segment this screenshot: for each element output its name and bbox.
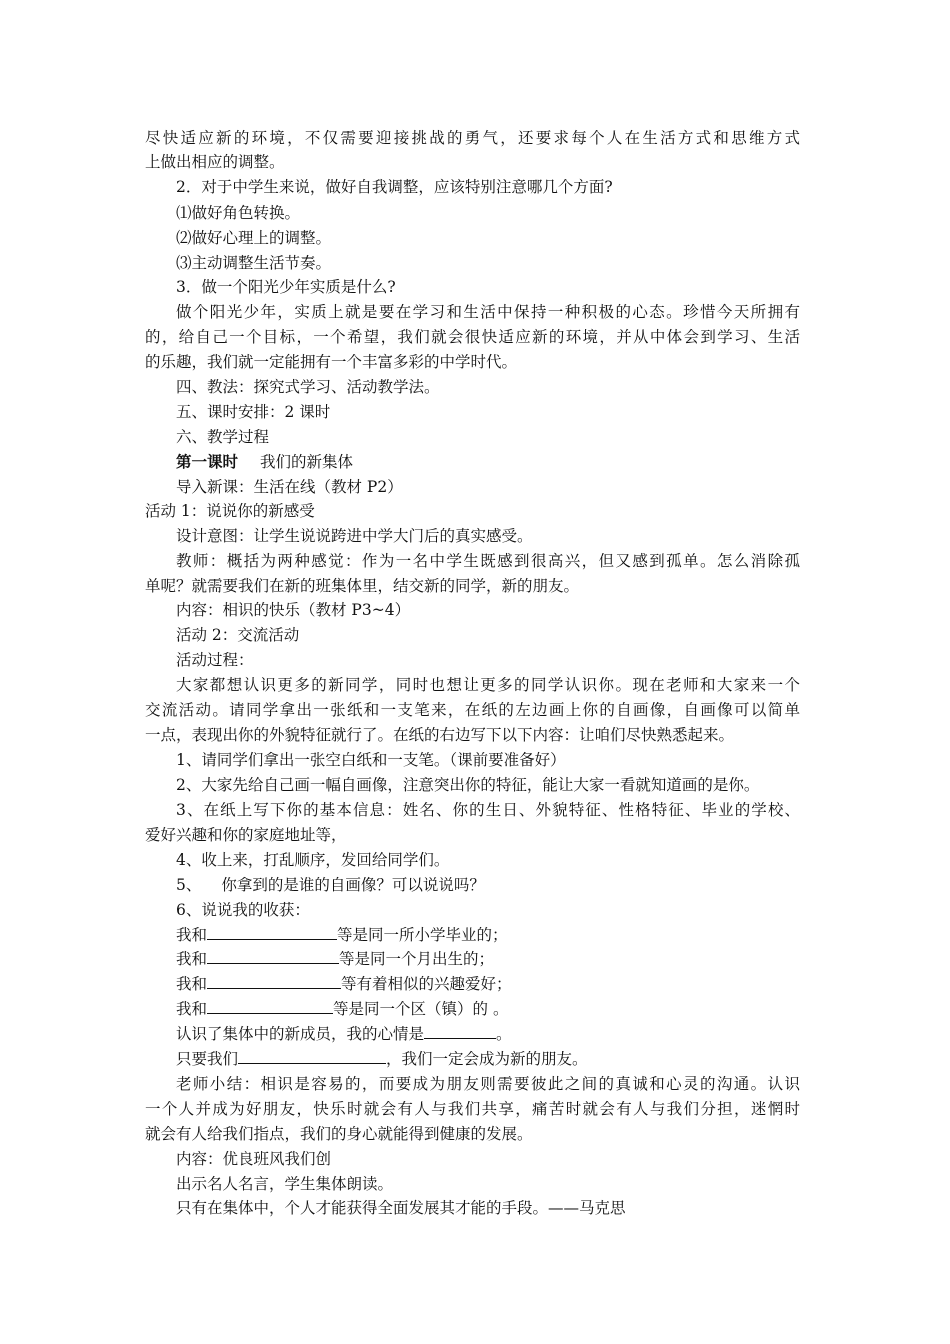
lesson1-name: 我们的新集体 [260,453,354,471]
step5: 5、 你拿到的是谁的自画像？可以说说吗？ [176,876,485,894]
section-5: 五、课时安排：2 课时 [176,403,331,421]
blank [207,949,339,964]
lesson1-label: 第一课时 [176,452,239,471]
q2-item1: ⑴做好角色转换。 [176,204,301,222]
step3-line2: 爱好兴趣和你的家庭地址等， [145,826,347,844]
teacher-line1: 教师：概括为两种感觉：作为一名中学生既感到很高兴，但又感到孤单。怎么消除孤 [176,552,800,570]
fill-line6: 只要我们 ，我们一定会成为新的朋友。 [176,1050,588,1068]
blank [207,925,337,940]
blank [238,1049,386,1064]
blank [207,999,333,1014]
summary-line3: 就会有人给我们指点，我们的身心就能得到健康的发展。 [145,1125,533,1143]
fill-line5: 认识了集体中的新成员，我的心情是 。 [176,1025,512,1043]
summary-line1: 老师小结：相识是容易的，而要成为朋友则需要彼此之间的真诚和心灵的沟通。认识 [176,1075,800,1093]
summary-line2: 一个人并成为好朋友，快乐时就会有人与我们共享，痛苦时就会有人与我们分担，迷惘时 [145,1100,800,1118]
activity2: 活动 2：交流活动 [176,626,300,644]
exchange-line1: 大家都想认识更多的新同学，同时也想让更多的同学认识你。现在老师和大家来一个 [176,676,800,694]
activity-process: 活动过程： [176,651,254,669]
quote: 只有在集体中，个人才能获得全面发展其才能的手段。——马克思 [176,1199,626,1217]
lesson1-title [176,452,353,472]
fill-line2: 我和 等是同一个月出生的； [176,950,495,968]
p1-line1: 尽快适应新的环境，不仅需要迎接挑战的勇气，还要求每个人在生活方式和思维方式 [145,129,800,147]
teacher-line2: 单呢？就需要我们在新的班集体里，结交新的同学，新的朋友。 [145,577,580,595]
q2-item2: ⑵做好心理上的调整。 [176,229,332,247]
q2-item3: ⑶主动调整生活节奏。 [176,254,332,272]
step4: 4、收上来，打乱顺序，发回给同学们。 [176,851,450,869]
activity1: 活动 1：说说你的新感受 [145,502,315,520]
content2: 内容：优良班风我们创 [176,1150,332,1168]
design-intent: 设计意图：让学生说说跨进中学大门后的真实感受。 [176,527,533,545]
p1-line2: 上做出相应的调整。 [145,153,285,171]
blank [424,1024,496,1039]
section-4: 四、教法：探究式学习、活动教学法。 [176,378,440,396]
fill-line4: 我和 等是同一个区（镇）的 。 [176,1000,509,1018]
blank [207,974,341,989]
fill-line1: 我和 等是同一所小学毕业的； [176,926,508,944]
exchange-line3: 一点，表现出你的外貌特征就行了。在纸的右边写下以下内容：让咱们尽快熟悉起来。 [145,726,735,744]
exchange-line2: 交流活动。请同学拿出一张纸和一支笔来，在纸的左边画上你的自画像，自画像可以简单 [145,701,800,719]
q3-answer-line1: 做个阳光少年，实质上就是要在学习和生活中保持一种积极的心态。珍惜今天所拥有 [176,303,800,321]
q2-heading: 2．对于中学生来说，做好自我调整，应该特别注意哪几个方面? [176,178,613,196]
step3-line1: 3、在纸上写下你的基本信息：姓名、你的生日、外貌特征、性格特征、毕业的学校、 [176,801,800,819]
step6: 6、说说我的收获： [176,901,310,919]
q3-answer-line3: 的乐趣，我们就一定能拥有一个丰富多彩的中学时代。 [145,353,518,371]
step2: 2、大家先给自己画一幅自画像，注意突出你的特征，能让大家一看就知道画的是你。 [176,776,760,794]
q3-heading: 3．做一个阳光少年实质是什么? [176,278,396,296]
quote-intro: 出示名人名言，学生集体朗读。 [176,1175,394,1193]
section-6: 六、教学过程 [176,428,270,446]
q3-answer-line2: 的，给自己一个目标，一个希望，我们就会很快适应新的环境，并从中体会到学习、生活 [145,328,800,346]
content1: 内容：相识的快乐（教材 P3~4） [176,601,411,619]
fill-line3: 我和 等有着相似的兴趣爱好； [176,975,512,993]
step1: 1、请同学们拿出一张空白纸和一支笔。（课前要准备好） [176,751,566,769]
intro: 导入新课：生活在线（教材 P2） [176,478,403,496]
